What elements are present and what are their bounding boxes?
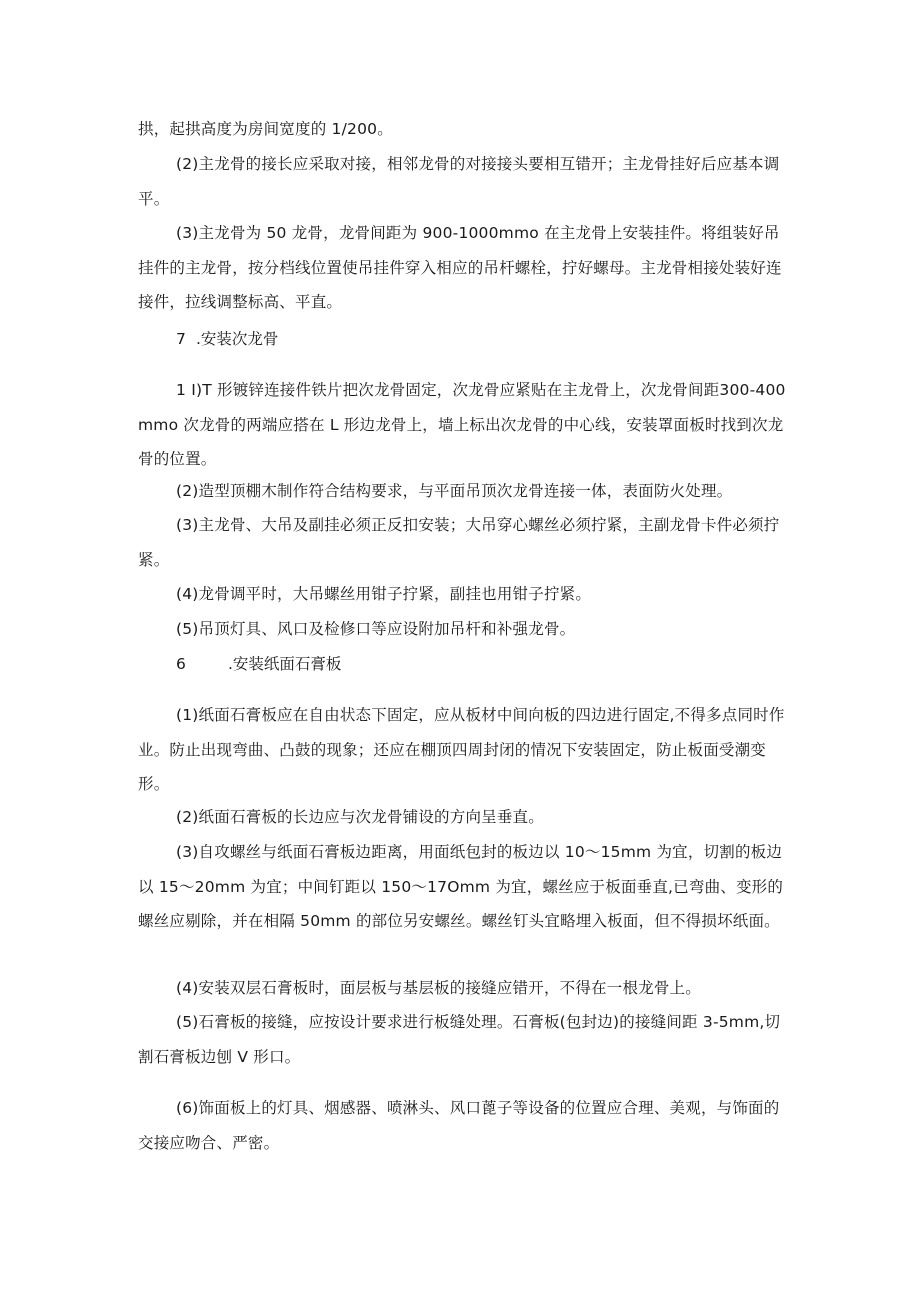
section-number: 7 [176,330,186,348]
paragraph-equipment-position: (6)饰面板上的灯具、烟感器、喷淋头、风口蓖子等设备的位置应合理、美观，与饰面的交接应吻合、严密。 [138,1099,780,1152]
paragraph-main-keel-splice: (2)主龙骨的接长应采取对接，相邻龙骨的对接接头要相互错开；主龙骨挂好后应基本调平。 [138,155,780,208]
section-title: .安装纸面石膏板 [228,655,342,673]
section-heading-secondary-keel [176,322,278,357]
paragraph-leveling: (4)龙骨调平时，大吊螺丝用钳子拧紧，副挂也用钳子拧紧。 [176,585,592,603]
paragraph-joint-treatment: (5)石膏板的接缝，应按设计要求进行板缝处理。石膏板(包封边)的接缝间距 3-5mm,切割石膏板边刨 V 形口。 [138,1013,781,1066]
paragraph-fixtures: (5)吊顶灯具、风口及检修口等应设附加吊杆和补强龙骨。 [176,620,576,638]
paragraph-free-state-fixing: (1)纸面石膏板应在自由状态下固定，应从板材中间向板的四边进行固定,不得多点同时作业。防止出现弯曲、凸鼓的现象；还应在棚顶四周封闭的情况下安装固定，防止板面受潮变形。 [138,706,785,793]
paragraph-buckle-install: (3)主龙骨、大吊及副挂必须正反扣安装；大吊穿心螺丝必须拧紧，主副龙骨卡件必须拧紧。 [138,516,780,569]
section-number: 6 [176,655,186,673]
paragraph-t-connector: 1 I)T 形镀锌连接件铁片把次龙骨固定，次龙骨应紧贴在主龙骨上，次龙骨间距300-400mmo 次龙骨的两端应搭在 L 形边龙骨上，墙上标出次龙骨的中心线，安装罩面板时找到次龙骨的位置。 [138,381,786,468]
paragraph-ceiling-wood: (2)造型顶棚木制作符合结构要求，与平面吊顶次龙骨连接一体，表面防火处理。 [176,482,733,500]
section-heading-gypsum-board [176,647,341,682]
paragraph-double-layer: (4)安装双层石膏板时，面层板与基层板的接缝应错开，不得在一根龙骨上。 [176,979,701,997]
paragraph-screw-spacing: (3)自攻螺丝与纸面石膏板边距离，用面纸包封的板边以 10～15mm 为宜，切割的板边以 15～20mm 为宜；中间钉距以 150～17Omm 为宜，螺丝应于板面垂直,已弯曲、变形的螺丝应剔除，并在相隔 50mm 的部位另安螺丝。螺丝钉头宜略埋入板面，但不得损坏纸面。 [138,843,784,930]
paragraph-arch-height: 拱，起拱高度为房间宽度的 1/200。 [138,120,393,138]
section-title: .安装次龙骨 [196,330,279,348]
paragraph-long-edge: (2)纸面石膏板的长边应与次龙骨铺设的方向呈垂直。 [176,808,544,826]
paragraph-main-keel-spacing: (3)主龙骨为 50 龙骨，龙骨间距为 900-1000mmo 在主龙骨上安装挂件。将组装好吊挂件的主龙骨，按分档线位置使吊挂件穿入相应的吊杆螺栓，拧好螺母。主龙骨相接处装好连接件，拉线调整标高、平直。 [138,224,782,311]
